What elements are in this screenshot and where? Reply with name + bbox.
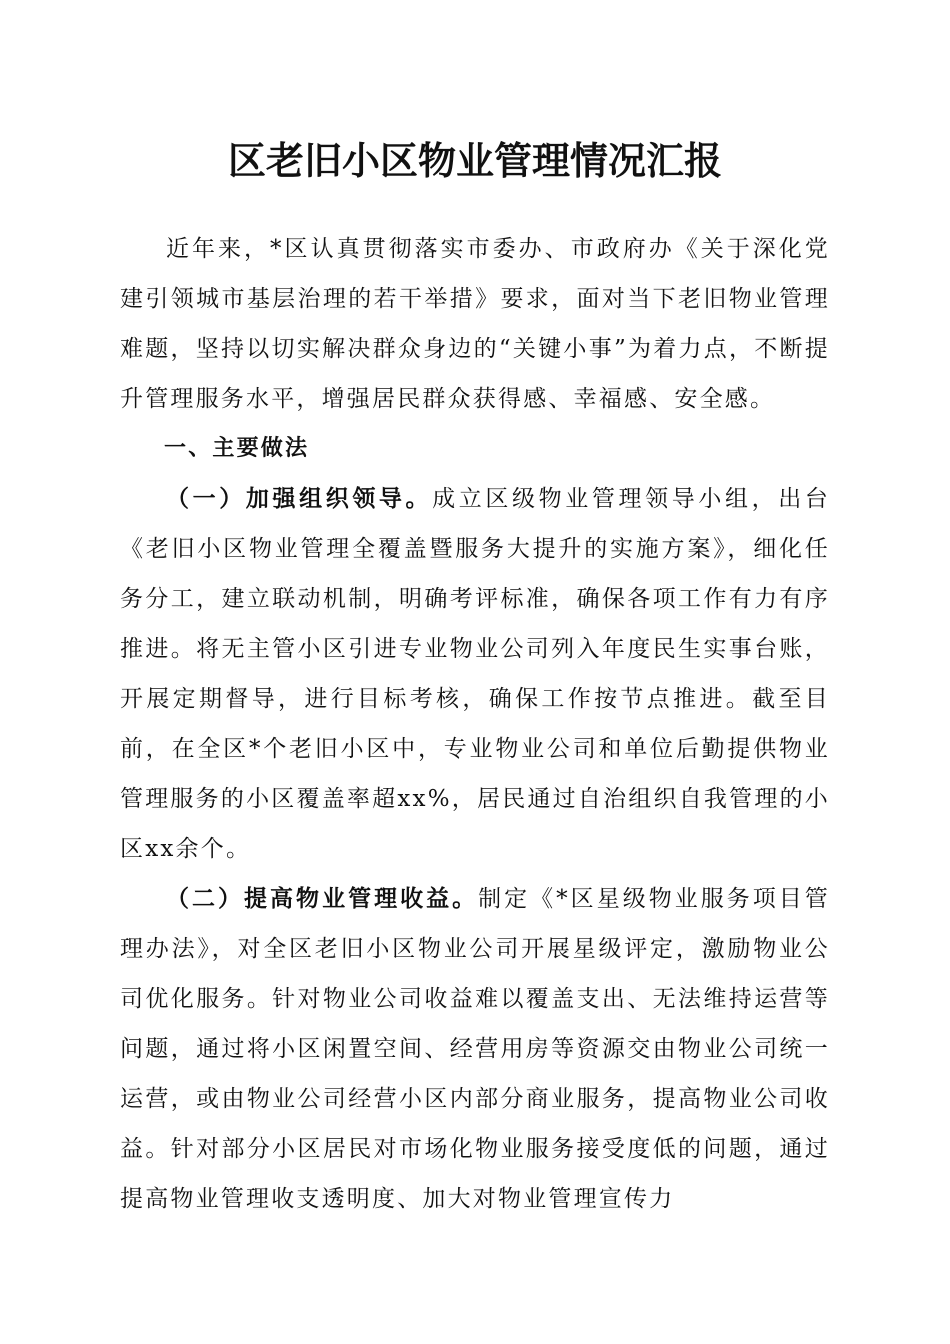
intro-paragraph: 近年来，*区认真贯彻落实市委办、市政府办《关于深化党建引领城市基层治理的若干举措》要求，面对当下老旧物业管理难题，坚持以切实解决群众身边的“关键小事”为着力点，不断提升管理服务水平，增强居民群众获得感、幸福感、安全感。 (120, 236, 830, 412)
item-2-lead: （二）提高物业管理收益。 (166, 885, 479, 912)
section-heading-main-practices: 一、主要做法 (164, 436, 310, 461)
document-body (120, 224, 830, 1224)
paragraph-item-2 (120, 874, 830, 1224)
item-1-text: 成立区级物业管理领导小组，出台《老旧小区物业管理全覆盖暨服务大提升的实施方案》，细化任务分工，建立联动机制，明确考评标准，确保各项工作有力有序推进。将无主管小区引进专业物业公司列入年度民生实事台账，开展定期督导，进行目标考核，确保工作按节点推进。截至目前，在全区*个老旧小区中，专业物业公司和单位后勤提供物业管理服务的小区覆盖率超xx%，居民通过自治组织自我管理的小区xx余个。 (120, 486, 831, 862)
paragraph-item-1 (120, 474, 830, 874)
item-1-lead: （一）加强组织领导。 (166, 485, 433, 512)
item-2-text: 制定《*区星级物业服务项目管理办法》，对全区老旧小区物业公司开展星级评定，激励物业公司优化服务。针对物业公司收益难以覆盖支出、无法维持运营等问题，通过将小区闲置空间、经营用房等资源交由物业公司统一运营，或由物业公司经营小区内部分商业服务，提高物业公司收益。针对部分小区居民对市场化物业服务接受度低的问题，通过提高物业管理收支透明度、加大对物业管理宣传力 (120, 886, 830, 1212)
document-title: 区老旧小区物业管理情况汇报 (227, 138, 722, 183)
